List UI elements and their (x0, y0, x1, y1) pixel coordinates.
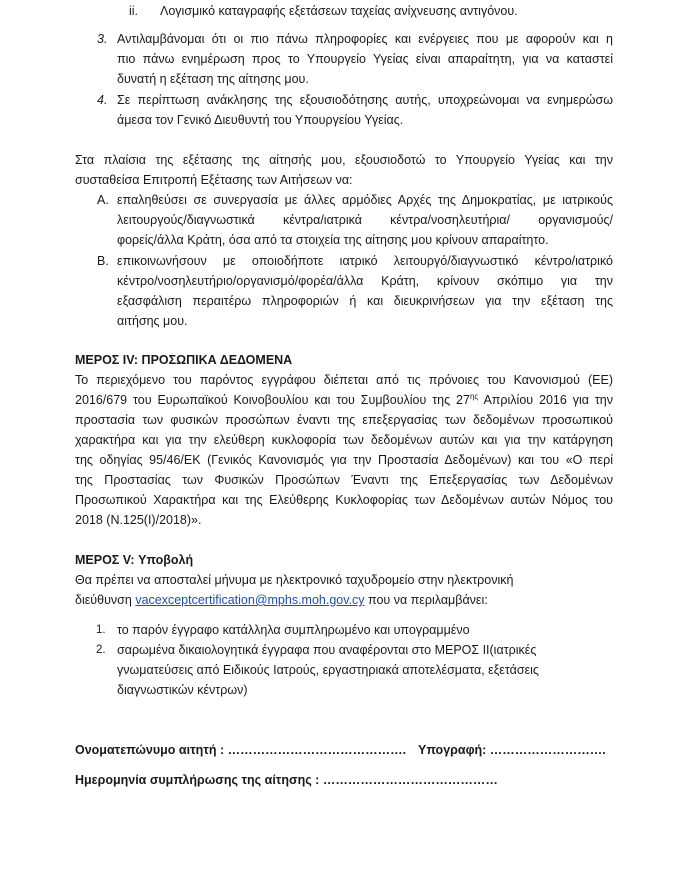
section-heading-part5: ΜΕΡΟΣ V: Υποβολή (75, 553, 194, 567)
section-heading-part4: ΜΕΡΟΣ IV: ΠΡΟΣΩΠΙΚΑ ΔΕΔΟΜΕΝΑ (75, 353, 293, 367)
list-item-3-line: πιο πάνω ενημέρωση προς το Υπουργείο Υγείας είναι απαραίτητη, για να καταστεί (117, 52, 613, 66)
part5-paragraph-line: Θα πρέπει να αποσταλεί μήνυμα με ηλεκτρονικό ταχυδρομείο στην ηλεκτρονική (75, 573, 514, 587)
part4-paragraph-line: της οδηγίας 95/46/ΕΚ (Γενικός Κανονισμός για την Προστασία Δεδομένων) και του «Ο περί (75, 453, 613, 467)
part4-paragraph-line: 2016/679 του Ευρωπαϊκού Κοινοβουλίου και του Συμβουλίου της $27^{\eta\varsigma}$ Απριλίου 2016 για την (75, 391, 613, 407)
part5-paragraph-line: διεύθυνση vacexceptcertification@mphs.moh.gov.cy που να περιλαμβάνει: (75, 593, 488, 607)
submission-list-marker: 1. (96, 624, 106, 636)
list-item-4-line: άμεσα τον Γενικό Διευθυντή του Υπουργείου Υγείας. (117, 113, 404, 127)
submission-list-marker: 2. (96, 644, 106, 656)
submission-list-item: γνωματεύσεις από Ειδικούς Ιατρούς, εργαστηριακά αποτελέσματα, εξετάσεις (117, 663, 539, 677)
list-marker-b: B. (97, 254, 109, 268)
applicant-name-field[interactable]: Ονοματεπώνυμο αιτητή : ……………………………………. (75, 743, 407, 757)
list-item-b-line: αιτήσης μου. (117, 314, 188, 328)
submission-list-item: διαγνωστικών κέντρων) (117, 683, 248, 697)
list-marker-a: A. (97, 193, 109, 207)
list-item-ii-text: Λογισμικό καταγραφής εξετάσεων ταχείας ανίχνευσης αντιγόνου. (160, 4, 518, 18)
list-item-b-line: επικοινωνήσουν με οποιοδήποτε ιατρικό λειτουργό/διαγνωστικό κέντρο/ιατρικό (117, 254, 613, 268)
ordinal-superscript: ης (469, 391, 479, 401)
part4-paragraph-line: της Προστασίας των Φυσικών Προσώπων Έναντι της Επεξεργασίας των Δεδομένων (75, 473, 613, 487)
part4-paragraph-line: χαρακτήρα και για την ελεύθερη κυκλοφορία των δεδομένων αυτών και για την κατάργηση (75, 433, 613, 447)
list-item-a-line: φορείς/άλλα Κράτη, όσα από τα στοιχεία της αίτησης μου κρίνουν απαραίτητο. (117, 233, 549, 247)
part4-paragraph-line: προστασία των φυσικών προσώπων έναντι της επεξεργασίας των δεδομένων προσωπικού (75, 413, 613, 427)
date-field[interactable]: Ημερομηνία συμπλήρωσης της αίτησης : …………………………………… (75, 773, 498, 787)
list-item-4-line: Σε περίπτωση ανάκλησης της εξουσιοδότησης αυτής, υποχρεώνομαι να ενημερώσω (117, 93, 613, 107)
list-item-a-line: επαληθεύσει σε συνεργασία με άλλες αρμόδιες Αρχές της Δημοκρατίας, με ιατρικούς (117, 193, 613, 207)
part4-paragraph-line: Προσωπικού Χαρακτήρα και της Ελεύθερης Κυκλοφορίας των Δεδομένων αυτών Νόμος του (75, 493, 613, 507)
list-marker-3: 3. (97, 32, 108, 46)
list-item-a-line: λειτουργούς/διαγνωστικά κέντρα/ιατρικά κέντρα/νοσηλευτήρια/ οργανισμούς/ (117, 213, 613, 227)
part4-paragraph-line: 2018 (Ν.125(Ι)/2018)». (75, 513, 202, 527)
auth-intro-line: Στα πλαίσια της εξέτασης της αίτησής μου, εξουσιοδοτώ το Υπουργείο Υγείας και την (75, 153, 613, 167)
signature-field[interactable]: Υπογραφή: ………………………. (418, 743, 606, 757)
list-item-3-line: Αντιλαμβάνομαι ότι οι πιο πάνω πληροφορίες και ενέργειες που με αφορούν και η (117, 32, 613, 46)
list-item-b-line: εξασφάλιση περαιτέρω πληροφοριών ή και διευκρινήσεων για την εξέταση της (117, 294, 613, 308)
list-item-b-line: κέντρο/νοσηλευτήριο/οργανισμό/φορέα/άλλα Κράτη, κρίνουν σκόπιμο για την (117, 274, 613, 288)
submission-list-item: σαρωμένα δικαιολογητικά έγγραφα που αναφέρονται στο ΜΕΡΟΣ ΙΙ(ιατρικές (117, 643, 537, 657)
list-marker-4: 4. (97, 93, 108, 107)
list-marker-ii: ii. (129, 4, 139, 18)
part4-paragraph-line: Το περιεχόμενο του παρόντος εγγράφου διέπεται από τις πρόνοιες του Κανονισμού (ΕΕ) (75, 373, 613, 387)
list-item-3-line: δυνατή η εξέταση της αίτησης μου. (117, 72, 309, 86)
email-link[interactable]: vacexceptcertification@mphs.moh.gov.cy (135, 593, 365, 607)
auth-intro-line: συσταθείσα Επιτροπή Εξέτασης των Αιτήσεων να: (75, 173, 353, 187)
submission-list-item: το παρόν έγγραφο κατάλληλα συμπληρωμένο και υπογραμμένο (117, 623, 470, 637)
